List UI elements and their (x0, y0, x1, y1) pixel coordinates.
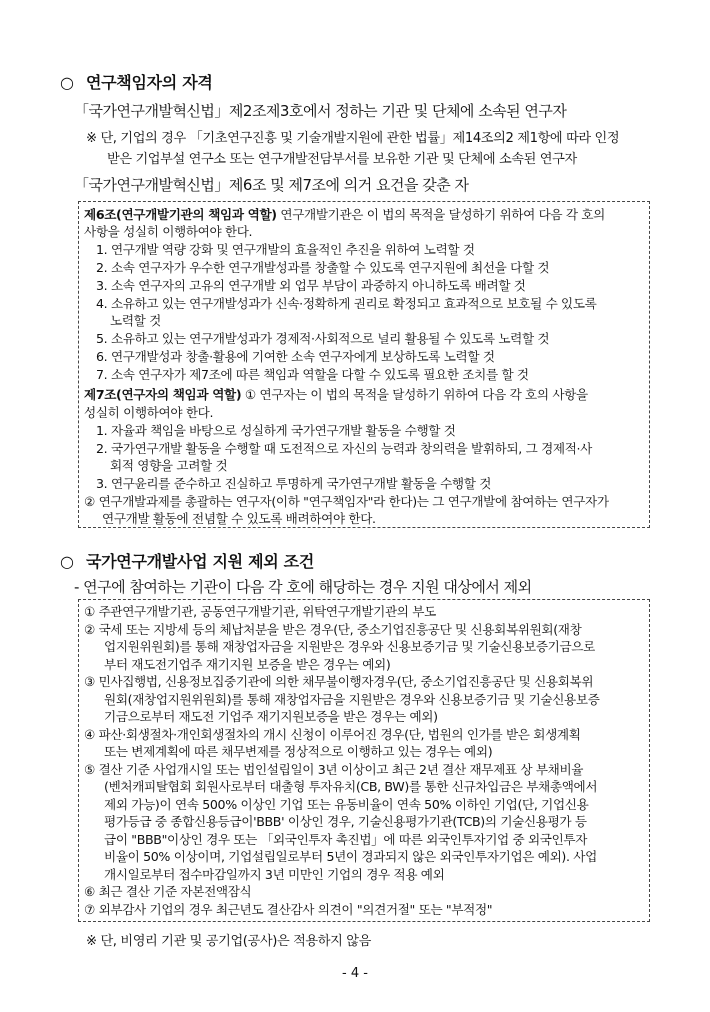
exclusion-line: ③ 민사집행법, 신용정보집중기관에 의한 채무불이행자경우(단, 중소기업진흥공단 및 신용회복위 (84, 674, 594, 689)
article-7-item: 3. 연구윤리를 준수하고 진실하고 투명하게 국가연구개발 활동을 수행할 것 (96, 476, 492, 491)
exclusion-line: 기금으로부터 재도전 기업주 재기지원보증을 받은 경우는 예외) (104, 709, 438, 724)
article-6-item: 3. 소속 연구자의 고유의 연구개발 외 업무 부담이 과중하지 아니하도록 배려할 것 (96, 278, 526, 293)
exclusion-note: ※ 단, 비영리 기관 및 공기업(공사)은 적용하지 않음 (86, 934, 371, 949)
article-7-item-continued: 회적 영향을 고려할 것 (110, 458, 228, 473)
law-excerpt-box (78, 201, 650, 528)
exclusion-line: ⑥ 최근 결산 기준 자본전액잠식 (84, 884, 252, 899)
article-6-item: 7. 소속 연구자가 제7조에 따른 책임과 역할을 다할 수 있도록 필요한 조치를 할 것 (96, 367, 529, 382)
qualification-line-2: 「국가연구개발혁신법」제6조 및 제7조에 의거 요건을 갖춘 자 (74, 176, 469, 194)
exclusion-intro-line: - 연구에 참여하는 기관이 다음 각 호에 해당하는 경우 지원 대상에서 제외 (74, 578, 532, 596)
exclusion-line: 또는 변제계획에 따른 채무변제를 정상적으로 이행하고 있는 경우는 예외) (104, 744, 493, 759)
section-title-researcher-qualification (60, 70, 213, 93)
article-7-item: 1. 자율과 책임을 바탕으로 성실하게 국가연구개발 활동을 수행할 것 (96, 423, 456, 438)
article-7-title: 제7조(연구자의 책임과 역할) (84, 387, 242, 402)
section-title-exclusion-conditions (60, 549, 314, 572)
qualification-note-line-1: ※ 단, 기업의 경우 「기초연구진흥 및 기술개발지원에 관한 법률」제14조의2 제1항에 따라 인정 (86, 131, 620, 146)
article-6-item-continued: 노력할 것 (110, 313, 161, 328)
exclusion-line: ④ 파산·회생절차·개인회생절차의 개시 신청이 이루어진 경우(단, 법원의 인가를 받은 회생계획 (84, 727, 581, 742)
exclusion-line: 부터 재도전기업주 재기지원 보증을 받은 경우는 예외) (104, 657, 391, 672)
exclusion-line: (벤처캐피탈협회 회원사로부터 대출형 투자유치(CB, BW)를 통한 신규차입금은 부채총액에서 (104, 779, 598, 794)
article-7-intro-continued: 성실히 이행하여야 한다. (84, 405, 214, 420)
qualification-note-line-2: 받은 기업부설 연구소 또는 연구개발전담부서를 보유한 기관 및 단체에 소속된 연구자 (107, 152, 577, 167)
article-6-item: 5. 소유하고 있는 연구개발성과가 경제적·사회적으로 널리 활용될 수 있도록 노력할 것 (96, 331, 550, 346)
exclusion-line: ② 국세 또는 지방세 등의 체납처분을 받은 경우(단, 중소기업진흥공단 및 신용회복위원회(재창 (84, 622, 582, 637)
article-7-intro-text: ① 연구자는 이 법의 목적을 달성하기 위하여 다음 각 호의 사항을 (241, 387, 588, 402)
exclusion-line: 개시일로부터 접수마감일까지 3년 미만인 기업의 경우 적용 예외 (104, 867, 445, 882)
exclusion-line: ⑦ 외부감사 기업의 경우 최근년도 결산감사 의견이 "의견거절" 또는 "부적정" (84, 902, 493, 917)
article-6-item: 1. 연구개발 역량 강화 및 연구개발의 효율적인 추진을 위하여 노력할 것 (96, 242, 475, 257)
exclusion-conditions-box (78, 599, 650, 922)
article-7-item: 2. 국가연구개발 활동을 수행할 때 도전적으로 자신의 능력과 창의력을 발휘하되, 그 경제적·사 (96, 441, 592, 456)
exclusion-line: 급이 "BBB"이상인 경우 또는 「외국인투자 촉진법」에 따른 외국인투자기업 중 외국인투자 (104, 832, 588, 847)
circle-bullet-icon: ○ (60, 552, 74, 571)
article-6-item: 4. 소유하고 있는 연구개발성과가 신속·정확하게 권리로 확정되고 효과적으로 보호될 수 있도록 (96, 296, 597, 311)
article-7-intro (84, 387, 588, 403)
page-number: - 4 - (342, 966, 368, 981)
article-6-item: 6. 연구개발성과 창출·활용에 기여한 소속 연구자에게 보상하도록 노력할 것 (96, 349, 495, 364)
section-title-text: 국가연구개발사업 지원 제외 조건 (86, 552, 314, 571)
exclusion-line: 평가등급 중 종합신용등급이'BBB' 이상인 경우, 기술신용평가기관(TCB)의 기술신용평가 등 (104, 814, 587, 829)
exclusion-line: 비율이 50% 이상이며, 기업설립일로부터 5년이 경과되지 않은 외국인투자기업은 예외). 사업 (104, 849, 597, 864)
exclusion-line: 제외 가능)이 연속 500% 이상인 기업 또는 유동비율이 연속 50% 이하인 기업(단, 기업신용 (104, 797, 589, 812)
article-6-item: 2. 소속 연구자가 우수한 연구개발성과를 창출할 수 있도록 연구지원에 최선을 다할 것 (96, 260, 550, 275)
exclusion-line: ① 주관연구개발기관, 공동연구개발기관, 위탁연구개발기관의 부도 (84, 604, 436, 619)
qualification-line-1: 「국가연구개발혁신법」제2조제3호에서 정하는 기관 및 단체에 소속된 연구자 (74, 102, 567, 120)
exclusion-line: 원회(재창업지원위원회)를 통해 재창업자금을 지원받은 경우와 신용보증기금 및 기술신용보증 (104, 692, 600, 707)
article-6-title: 제6조(연구개발기관의 책임과 역할) (84, 207, 277, 222)
circle-bullet-icon: ○ (60, 73, 74, 92)
article-6-intro-continued: 사항을 성실히 이행하여야 한다. (84, 224, 253, 239)
exclusion-line: ⑤ 결산 기준 사업개시일 또는 법인설립일이 3년 이상이고 최근 2년 결산 재무제표 상 부채비율 (84, 762, 584, 777)
article-6-intro-text: 연구개발기관은 이 법의 목적을 달성하기 위하여 다음 각 호의 (276, 207, 605, 222)
section-title-text: 연구책임자의 자격 (86, 73, 213, 92)
article-6-intro (84, 207, 605, 223)
exclusion-line: 업지원위원회)를 통해 재창업자금을 지원받은 경우와 신용보증기금 및 기술신용보증기금으로 (104, 639, 595, 654)
article-7-paragraph-2: ② 연구개발과제를 총괄하는 연구자(이하 "연구책임자"라 한다)는 그 연구개발에 참여하는 연구자가 (84, 494, 609, 509)
article-7-paragraph-2-continued: 연구개발 활동에 전념할 수 있도록 배려하여야 한다. (102, 511, 376, 526)
